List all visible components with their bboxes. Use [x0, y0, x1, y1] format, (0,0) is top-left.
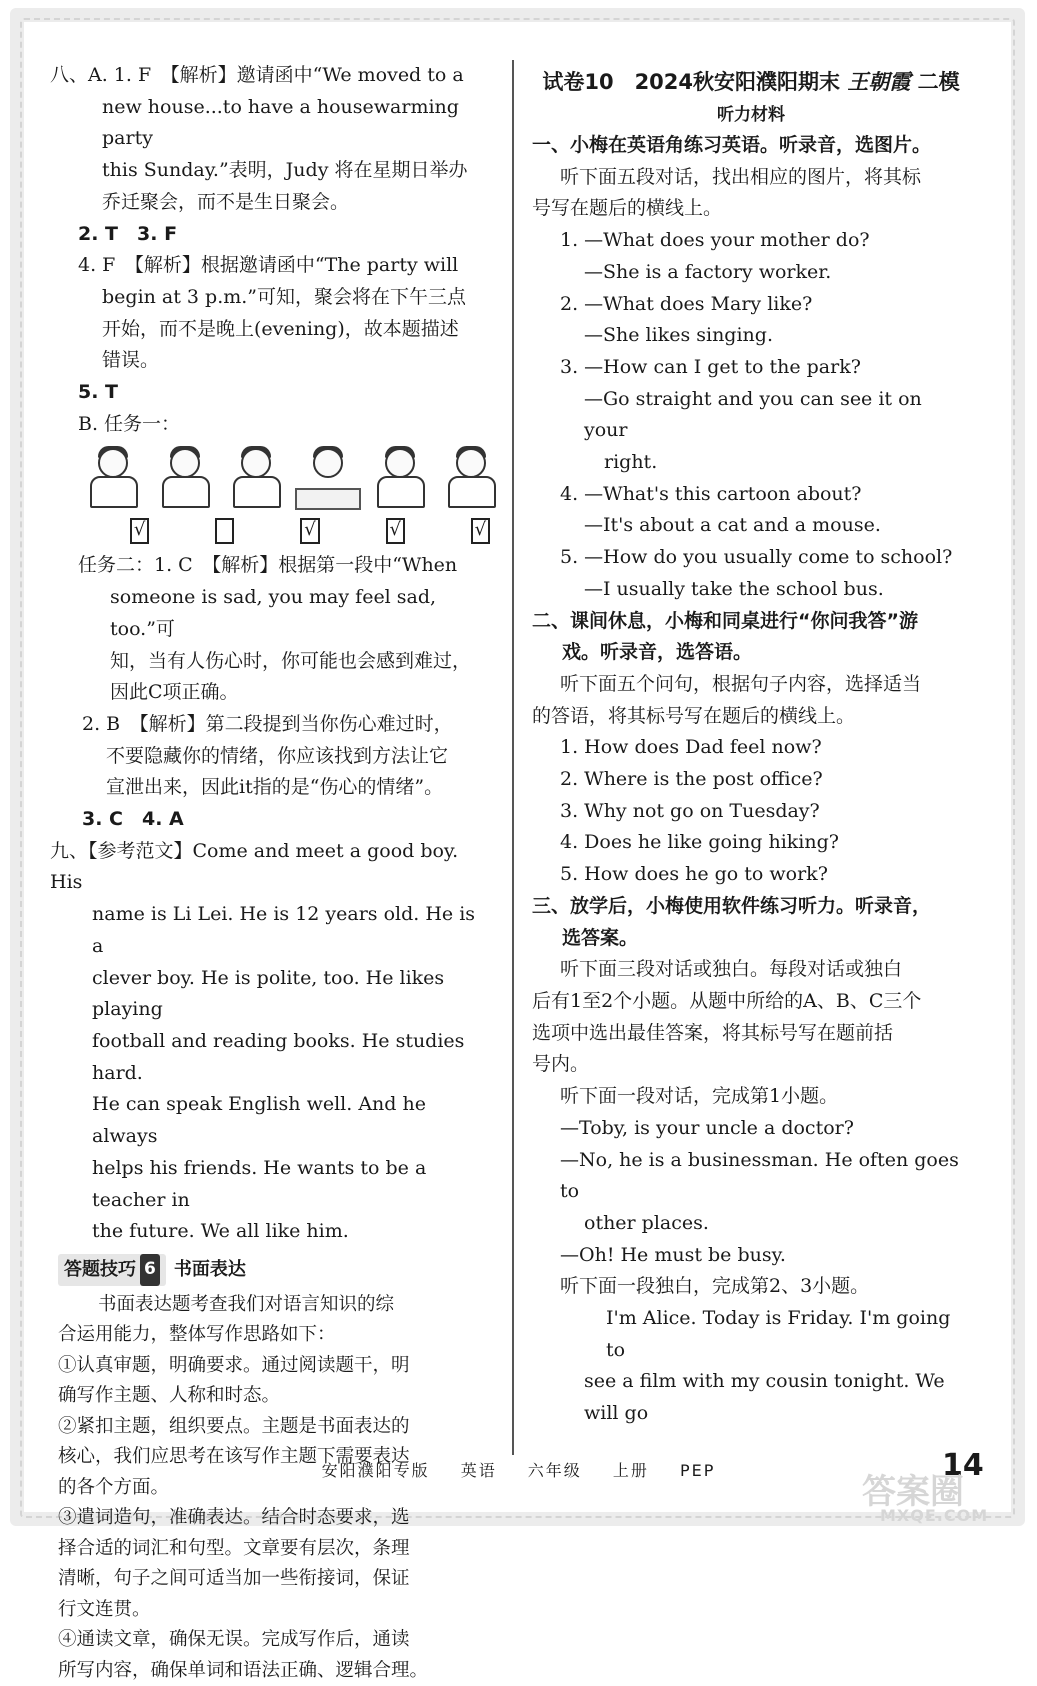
family-picture [80, 446, 132, 508]
answer-line: 不要隐藏你的情绪，你应该找到方法让它 [106, 744, 449, 767]
instruction-line: 后有1至2个小题。从题中所给的A、B、C三个 [532, 989, 922, 1012]
footer-grade: 六年级 [527, 1461, 582, 1480]
section-title: 戏。听录音，选答语。 [562, 641, 753, 664]
question-line: 5. How does he go to work? [560, 863, 828, 886]
monologue-line: see a film with my cousin tonight. We will go [584, 1370, 945, 1425]
checkbox: √ [130, 518, 149, 544]
answer-line: 错误。 [102, 349, 160, 372]
checkbox: √ [300, 518, 319, 544]
question-line: 2. Where is the post office? [560, 768, 823, 791]
paper-title-end: 二模 [917, 70, 960, 94]
watermark [852, 1468, 1002, 1528]
question-line: 1. How does Dad feel now? [560, 736, 822, 759]
instruction-line: 号内。 [532, 1053, 590, 1076]
listening-section-1 [532, 130, 970, 606]
checkbox: √ [471, 518, 490, 544]
instruction-line: 听下面一段对话，完成第1小题。 [560, 1085, 839, 1108]
dialogue-line: —Go straight and you can see it on your [584, 387, 922, 442]
tip-line: 核心，我们应思考在该写作主题下需要表达 [58, 1446, 410, 1468]
instruction-line: 听下面五个问句，根据句子内容，选择适当 [560, 672, 922, 695]
answer-line: 2. T 3. F [78, 222, 178, 245]
boy-sitting-picture [367, 446, 419, 508]
answer-line: new house...to have a housewarming party [102, 95, 459, 150]
answer-line: 知，当有人伤心时，你可能也会感到难过， [110, 649, 472, 672]
tip-line: 清晰，句子之间可适当加一些衔接词，保证 [58, 1568, 410, 1590]
instruction-line: 听下面一段独白，完成第2、3小题。 [560, 1275, 870, 1298]
answer-line: 乔迁聚会，而不是生日聚会。 [102, 190, 350, 213]
watermark-bottom: MXQE.COM [880, 1506, 989, 1525]
essay-line: clever boy. He is polite, too. He likes playing [92, 966, 445, 1021]
essay-line: football and reading books. He studies hard. [92, 1029, 465, 1084]
answer-line: begin at 3 p.m.”可知，聚会将在下午三点 [102, 285, 467, 308]
essay-line: helps his friends. He wants to be a teacher in [92, 1156, 427, 1211]
checkbox [215, 518, 234, 544]
girl-picture [152, 446, 204, 508]
paper-subheader: 听力材料 [717, 105, 785, 125]
footer-volume: 上册 [612, 1461, 649, 1480]
answer-line: 5. T [78, 381, 119, 404]
footer-region: 安阳濮阳专版 [321, 1461, 430, 1480]
dialogue-line: —She likes singing. [584, 324, 773, 347]
answer-line: 4. F 【解析】根据邀请函中“The party will [78, 254, 459, 277]
checkbox: √ [386, 518, 405, 544]
answer-line: 宣泄出来，因此it指的是“伤心的情绪”。 [106, 776, 444, 799]
dialogue-line: 3. —How can I get to the park? [560, 355, 861, 378]
tip-line: 所写内容，确保单词和语法正确、逻辑合理。 [58, 1659, 429, 1681]
dialogue-line: —Oh! He must be busy. [560, 1243, 786, 1266]
section-title: 二、课间休息，小梅和同桌进行“你问我答”游 [532, 609, 918, 632]
answer-line: 因此C项正确。 [110, 681, 239, 704]
tip-number: 6 [140, 1254, 160, 1286]
answer-line: 2. B 【解析】第二段提到当你伤心难过时， [82, 712, 453, 735]
tip-header [58, 1254, 490, 1286]
dialogue-line: —It's about a cat and a mouse. [584, 514, 881, 537]
answer-line: 3. C 4. A [82, 808, 184, 831]
monologue-line: I'm Alice. Today is Friday. I'm going to [606, 1307, 951, 1361]
dialogue-line: 2. —What does Mary like? [560, 292, 813, 315]
instruction-line: 的答语，将其标号写在题后的横线上。 [532, 704, 856, 727]
task1-pictures [80, 446, 490, 512]
q9-section [50, 836, 490, 1248]
tip-line: 行文连贯。 [58, 1598, 151, 1620]
tip-line: 的各个方面。 [58, 1476, 170, 1498]
tip-tag-label: 答题技巧 [64, 1258, 136, 1280]
answer-line: 八、A. 1. F 【解析】邀请函中“We moved to a [50, 64, 464, 86]
tip-line: 择合适的词汇和句型。文章要有层次，条理 [58, 1537, 410, 1559]
tip-title: 书面表达 [173, 1258, 246, 1280]
dialogue-line: —I usually take the school bus. [584, 577, 884, 600]
essay-line: name is Li Lei. He is 12 years old. He is a [92, 903, 476, 957]
paper-title: 试卷10 2024秋安阳濮阳期末 [542, 70, 841, 94]
answer-line: this Sunday.”表明，Judy 将在星期日举办 [102, 159, 468, 182]
tip-line: ②紧扣主题，组织要点。主题是书面表达的 [58, 1415, 410, 1437]
dialogue-line: 4. —What's this cartoon about? [560, 482, 862, 505]
dialogue-line: 1. —What does your mother do? [560, 229, 870, 252]
instruction-line: 选项中选出最佳答案，将其标号写在题前括 [532, 1021, 894, 1044]
section-title: 一、小梅在英语角练习英语。听录音，选图片。 [532, 134, 932, 156]
answer-line: 任务二：1. C 【解析】根据第一段中“When [78, 554, 458, 577]
boy-desk-picture [295, 446, 347, 508]
tip-line: 确写作主题、人称和时态。 [58, 1385, 281, 1407]
footer-subject: 英语 [460, 1461, 497, 1480]
task1-checkboxes [130, 518, 490, 544]
tip-line: 合运用能力，整体写作思路如下： [58, 1324, 336, 1346]
footer-edition: PEP [680, 1461, 716, 1480]
dialogue-line: right. [604, 451, 658, 474]
tip-line: ③遣词造句，准确表达。结合时态要求，选 [58, 1507, 410, 1529]
question-line: 3. Why not go on Tuesday? [560, 799, 820, 822]
right-column [532, 64, 970, 1430]
essay-line: He can speak English well. And he always [92, 1093, 426, 1148]
tip-line: ④通读文章，确保无误。完成写作后，通读 [58, 1629, 410, 1651]
q8a-section [50, 60, 490, 409]
dialogue-line: —No, he is a businessman. He often goes to [560, 1148, 959, 1203]
answer-line: 开始，而不是晚上(evening)，故本题描述 [102, 317, 459, 340]
page-number: 14 [942, 1448, 984, 1483]
column-divider [512, 60, 514, 1455]
essay-line: the future. We all like him. [92, 1220, 349, 1243]
watermark-top: 答案圈 [862, 1472, 964, 1512]
essay-line: 九、【参考范文】Come and meet a good boy. His [50, 839, 459, 894]
boy-hug-picture [223, 446, 275, 508]
dialogue-line: other places. [584, 1211, 709, 1234]
task1-label: B. 任务一： [78, 412, 181, 435]
left-column [50, 60, 490, 1686]
girl-sitting-picture [438, 446, 490, 508]
section-title: 三、放学后，小梅使用软件练习听力。听录音， [532, 894, 932, 917]
dialogue-line: 5. —How do you usually come to school? [560, 546, 953, 569]
instruction-line: 听下面五段对话，找出相应的图片，将其标 [560, 165, 922, 188]
dialogue-line: —She is a factory worker. [584, 260, 832, 283]
instruction-line: 号写在题后的横线上。 [532, 197, 723, 220]
tip-line: ①认真审题，明确要求。通过阅读题干，明 [58, 1354, 410, 1376]
paper-header [532, 64, 970, 100]
q8b-section [50, 409, 490, 836]
tip-line: 书面表达题考查我们对语言知识的综 [98, 1293, 395, 1315]
brand-logo: 王朝霞 [847, 69, 911, 94]
section-title: 选答案。 [562, 926, 639, 949]
dialogue-line: —Toby, is your uncle a doctor? [560, 1116, 854, 1139]
listening-section-3 [532, 891, 970, 1430]
listening-section-2 [532, 606, 970, 891]
question-line: 4. Does he like going hiking? [560, 831, 839, 854]
answer-line: someone is sad, you may feel sad, too.”可 [110, 586, 437, 640]
instruction-line: 听下面三段对话或独白。每段对话或独白 [560, 958, 903, 981]
tip-tag [58, 1254, 166, 1286]
